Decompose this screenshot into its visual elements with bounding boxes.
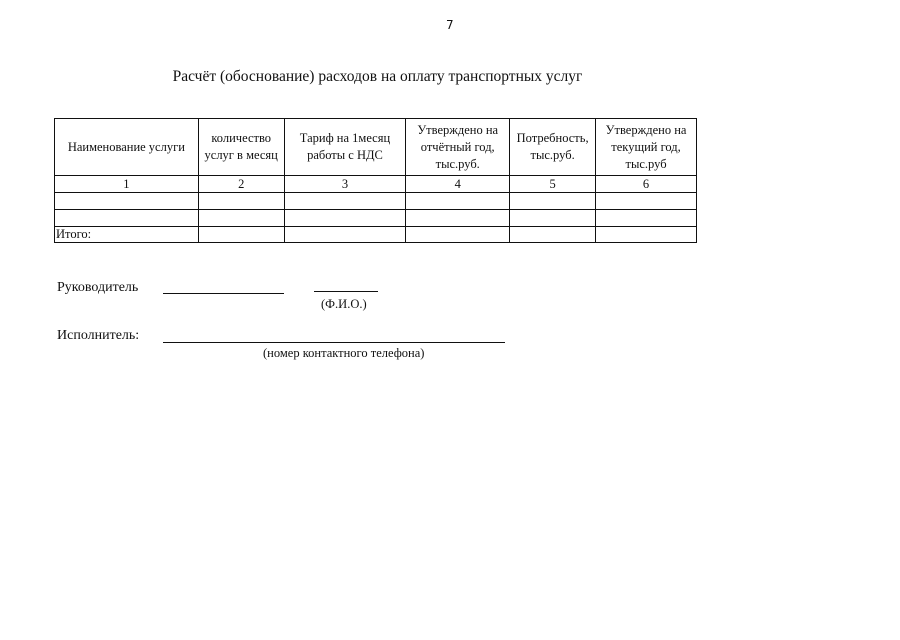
header-service-name: Наименование услуги [55, 119, 199, 176]
table-cell[interactable] [596, 210, 697, 227]
header-tariff: Тариф на 1месяц работы с НДС [284, 119, 406, 176]
table-cell[interactable] [284, 193, 406, 210]
head-label: Руководитель [57, 280, 139, 295]
table-cell[interactable] [55, 210, 199, 227]
column-numbers-row [55, 176, 697, 193]
table-cell[interactable] [406, 210, 510, 227]
phone-caption: (номер контактного телефона) [263, 346, 425, 360]
column-number: 1 [55, 176, 199, 193]
total-label: Итого: [55, 227, 199, 243]
executor-label: Исполнитель: [57, 328, 140, 343]
table-cell[interactable] [406, 227, 510, 243]
table-cell[interactable] [55, 193, 199, 210]
column-number: 2 [198, 176, 284, 193]
table-cell[interactable] [510, 193, 596, 210]
column-number: 4 [406, 176, 510, 193]
table-cell[interactable] [596, 227, 697, 243]
table-cell[interactable] [510, 227, 596, 243]
head-signature-line[interactable] [163, 293, 284, 294]
page-number: 7 [446, 18, 454, 32]
table-row [55, 193, 697, 210]
table-cell[interactable] [596, 193, 697, 210]
header-need: Потребность, тыс.руб. [510, 119, 596, 176]
header-quantity: количество услуг в месяц [198, 119, 284, 176]
table-cell[interactable] [198, 193, 284, 210]
header-approved-reporting: Утверждено на отчётный год, тыс.руб. [406, 119, 510, 176]
table-cell[interactable] [406, 193, 510, 210]
table-row [55, 210, 697, 227]
column-number: 6 [596, 176, 697, 193]
executor-phone-line[interactable] [163, 342, 505, 343]
table-cell[interactable] [284, 227, 406, 243]
table-cell[interactable] [510, 210, 596, 227]
services-table [54, 118, 697, 243]
fio-caption: (Ф.И.О.) [321, 297, 367, 311]
document-title: Расчёт (обоснование) расходов на оплату транспортных услуг [172, 68, 583, 85]
total-row [55, 227, 697, 243]
header-approved-current: Утверждено на текущий год, тыс.руб [596, 119, 697, 176]
table-cell[interactable] [198, 227, 284, 243]
table-cell[interactable] [198, 210, 284, 227]
table-header-row [55, 119, 697, 176]
column-number: 3 [284, 176, 406, 193]
table-cell[interactable] [284, 210, 406, 227]
column-number: 5 [510, 176, 596, 193]
head-fio-line[interactable] [314, 291, 378, 292]
